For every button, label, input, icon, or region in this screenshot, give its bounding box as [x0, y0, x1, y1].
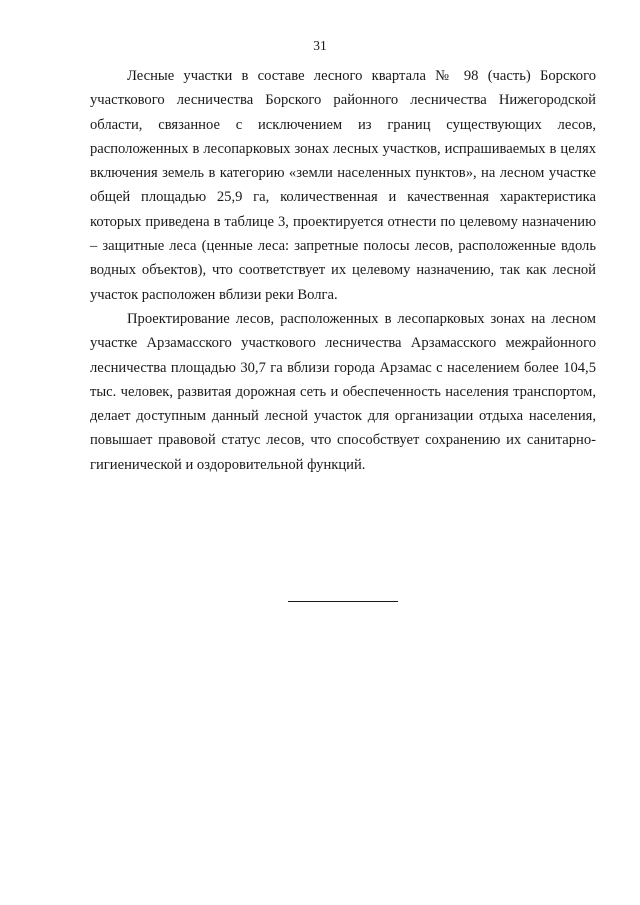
paragraph-1: Лесные участки в составе лесного квартала № 98 (часть) Борского участкового лесничества Борского районного лесничества Нижегородской области, связанное с исключением из границ существующих лесов, расположенных в лесопарковых зонах лесных участков, испрашиваемых в целях включения земель в категорию «земли населенных пунктов», на лесном участке общей площадью 25,9 га, количественная и качественная характеристика которых приведена в таблице 3, проектируется отнести по целевому назначению – защитные леса (ценные леса: запретные полосы лесов, расположенные вдоль водных объектов), что соответствует их целевому назначению, так как лесной участок расположен вблизи реки Волга. — [90, 68, 596, 303]
end-divider — [288, 601, 398, 602]
body-text — [90, 64, 596, 477]
paragraph-2: Проектирование лесов, расположенных в лесопарковых зонах на лесном участке Арзамасского участкового лесничества Арзамасского межрайонного лесничества площадью 30,7 га вблизи города Арзамас с населением более 104,5 тыс. человек, развитая дорожная сеть и обеспеченность населения транспортом, делает доступным данный лесной участок для организации отдыха населения, повышает правовой статус лесов, что способствует сохранению их санитарно-гигиенической и оздоровительной функций. — [90, 310, 596, 473]
page-number: 31 — [313, 38, 327, 53]
